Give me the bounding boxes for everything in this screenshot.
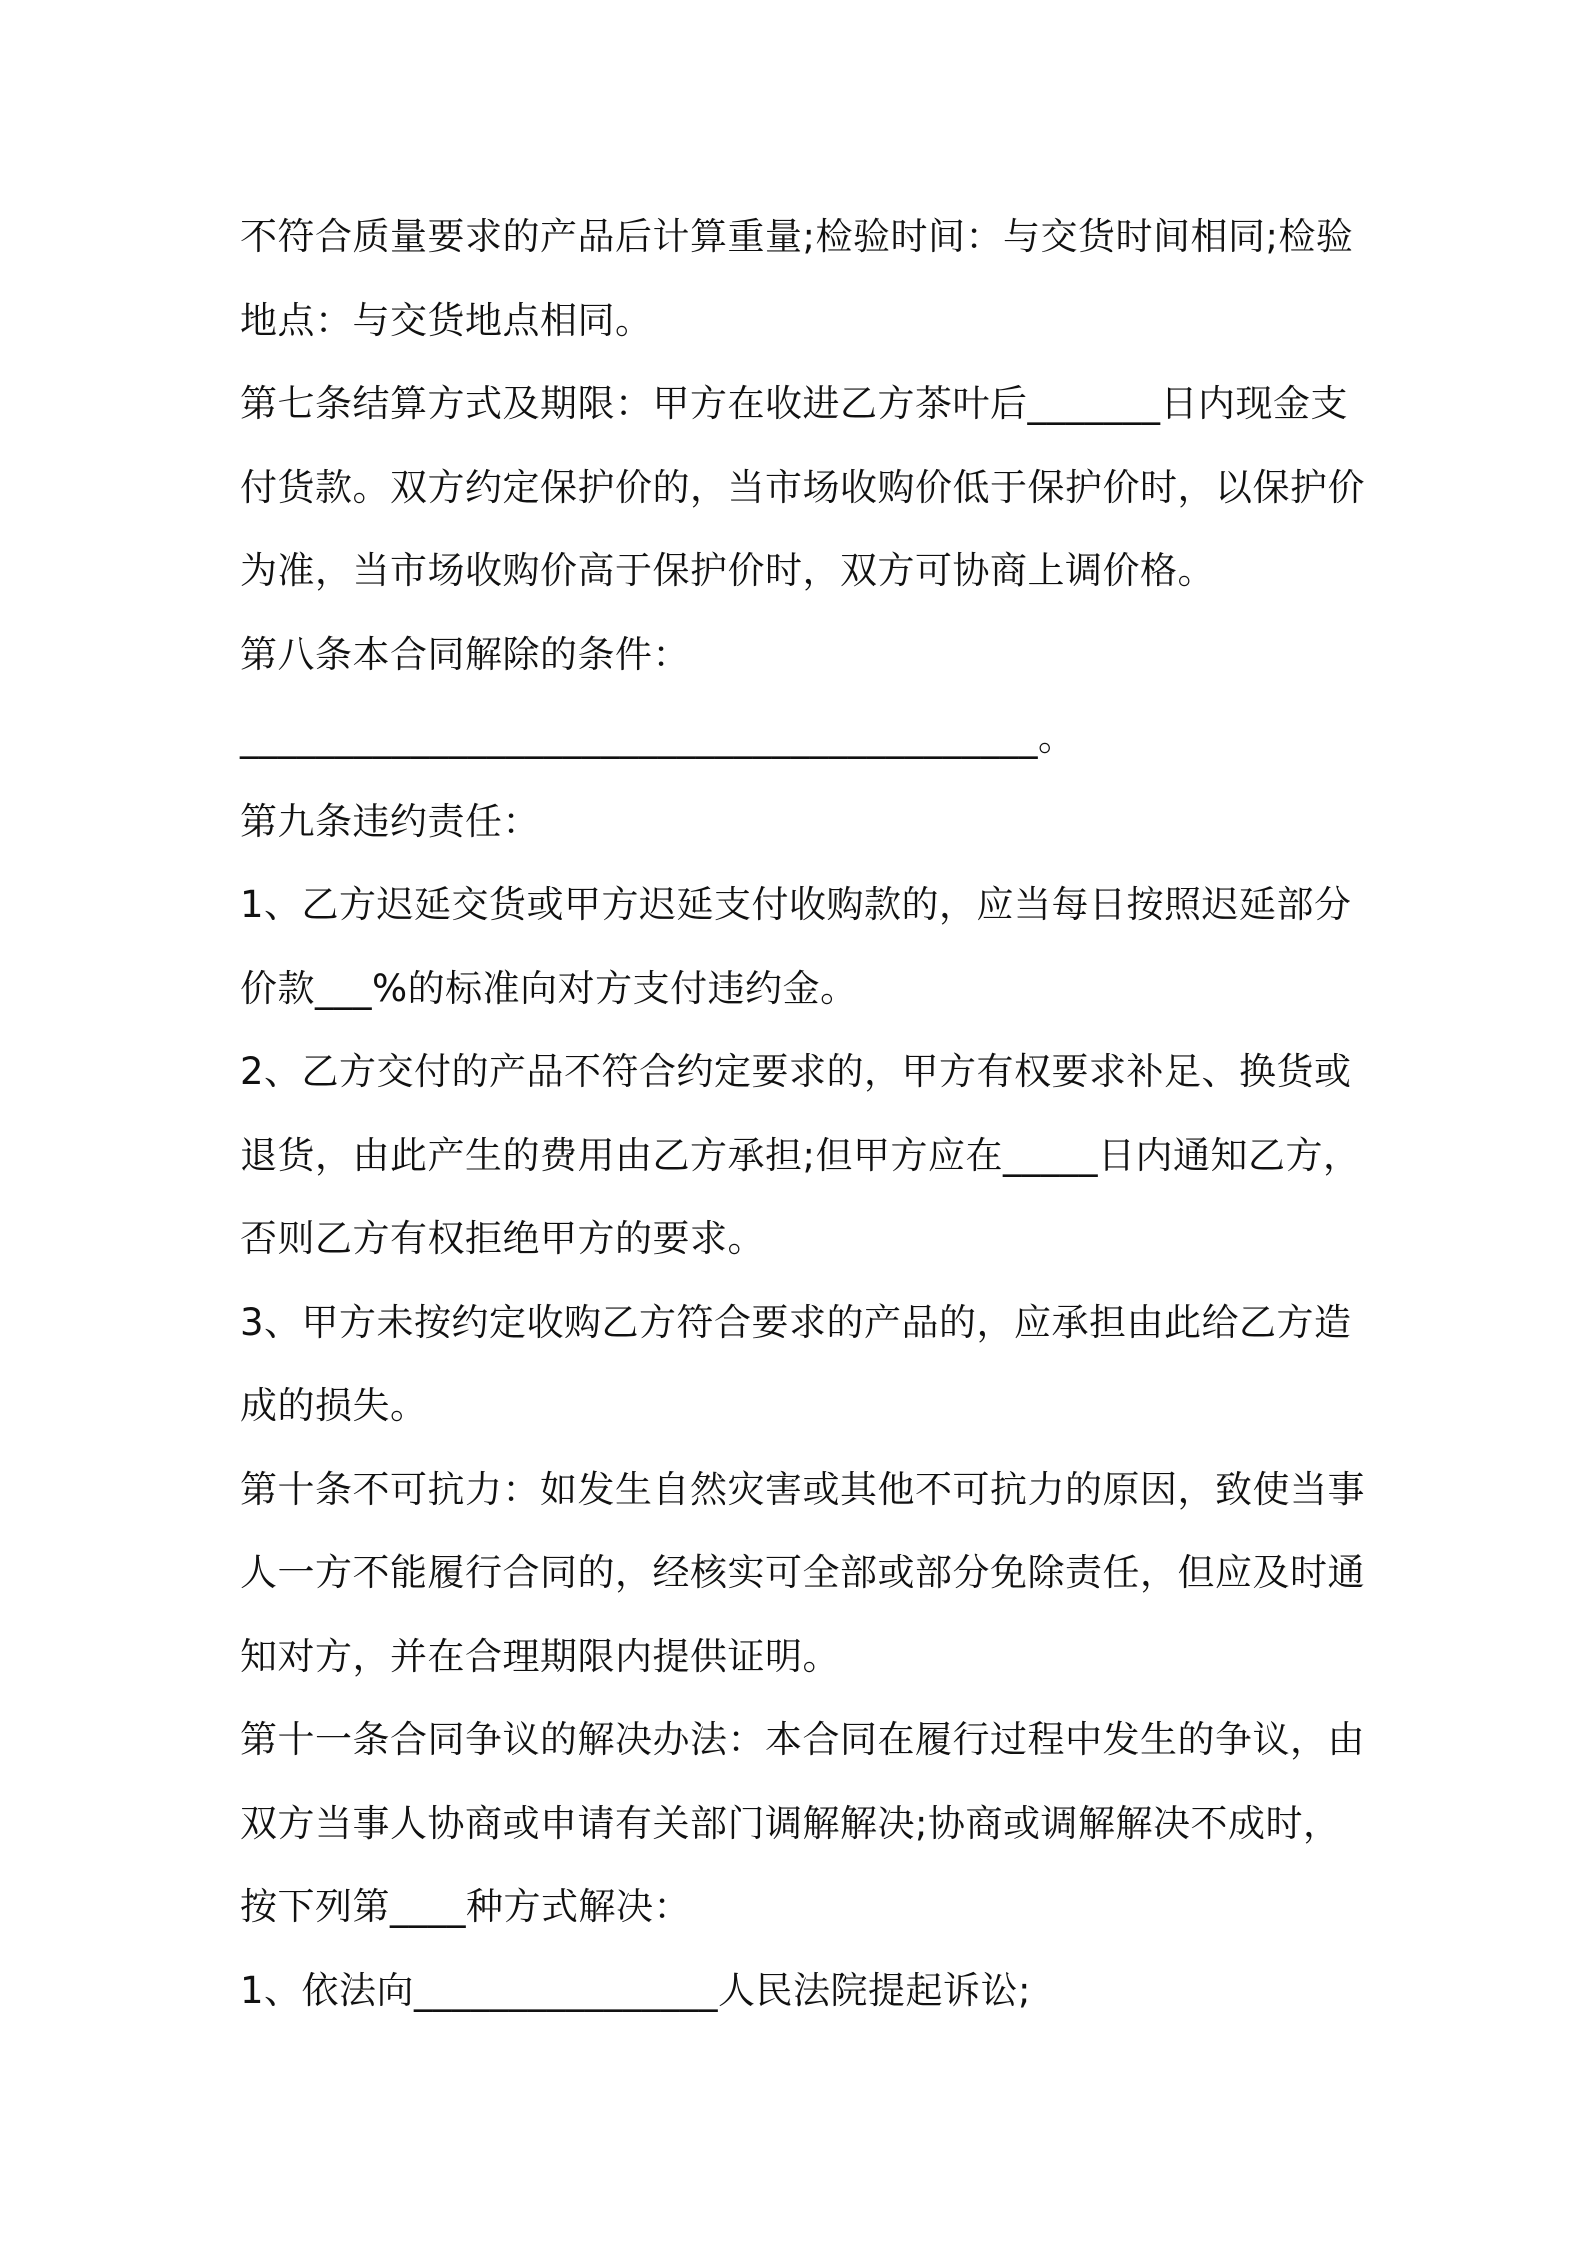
text-line: 3、甲方未按约定收购乙方符合要求的产品的，应承担由此给乙方造 bbox=[240, 1300, 1352, 1344]
text-line: 不符合质量要求的产品后计算重量;检验时间：与交货时间相同;检验 bbox=[240, 215, 1354, 258]
text-line: 为准，当市场收购价高于保护价时，双方可协商上调价格。 bbox=[240, 549, 1215, 592]
text-line: 人一方不能履行合同的，经核实可全部或部分免除责任，但应及时通 bbox=[240, 1551, 1365, 1594]
text-line: __________________________________________。 bbox=[240, 716, 1076, 759]
text-line: 第十一条合同争议的解决办法：本合同在履行过程中发生的争议，由 bbox=[240, 1718, 1365, 1761]
text-line: 第十条不可抗力：如发生自然灾害或其他不可抗力的原因，致使当事 bbox=[240, 1467, 1365, 1511]
text-line: 付货款。双方约定保护价的，当市场收购价低于保护价时，以保护价 bbox=[240, 465, 1365, 509]
text-line: 价款___%的标准向对方支付违约金。 bbox=[240, 966, 858, 1010]
text-line: 否则乙方有权拒绝甲方的要求。 bbox=[240, 1217, 765, 1260]
text-line: 成的损失。 bbox=[240, 1384, 428, 1427]
text-line: 按下列第____种方式解决： bbox=[240, 1885, 691, 1928]
text-line: 2、乙方交付的产品不符合约定要求的，甲方有权要求补足、换货或 bbox=[240, 1050, 1352, 1093]
text-line: 第七条结算方式及期限：甲方在收进乙方茶叶后_______日内现金支 bbox=[240, 382, 1348, 425]
text-line: 双方当事人协商或申请有关部门调解解决;协商或调解解决不成时， bbox=[240, 1801, 1341, 1845]
text-line: 第九条违约责任： bbox=[240, 799, 540, 843]
text-line: 1、乙方迟延交货或甲方迟延支付收购款的，应当每日按照迟延部分 bbox=[240, 883, 1352, 926]
text-line: 1、依法向________________人民法院提起诉讼; bbox=[240, 1968, 1032, 2012]
document-page bbox=[240, 195, 1365, 2032]
text-line: 地点：与交货地点相同。 bbox=[240, 298, 653, 342]
text-line: 退货，由此产生的费用由乙方承担;但甲方应在_____日内通知乙方， bbox=[240, 1133, 1361, 1177]
text-line: 第八条本合同解除的条件： bbox=[240, 632, 690, 676]
text-line: 知对方，并在合理期限内提供证明。 bbox=[240, 1634, 840, 1678]
